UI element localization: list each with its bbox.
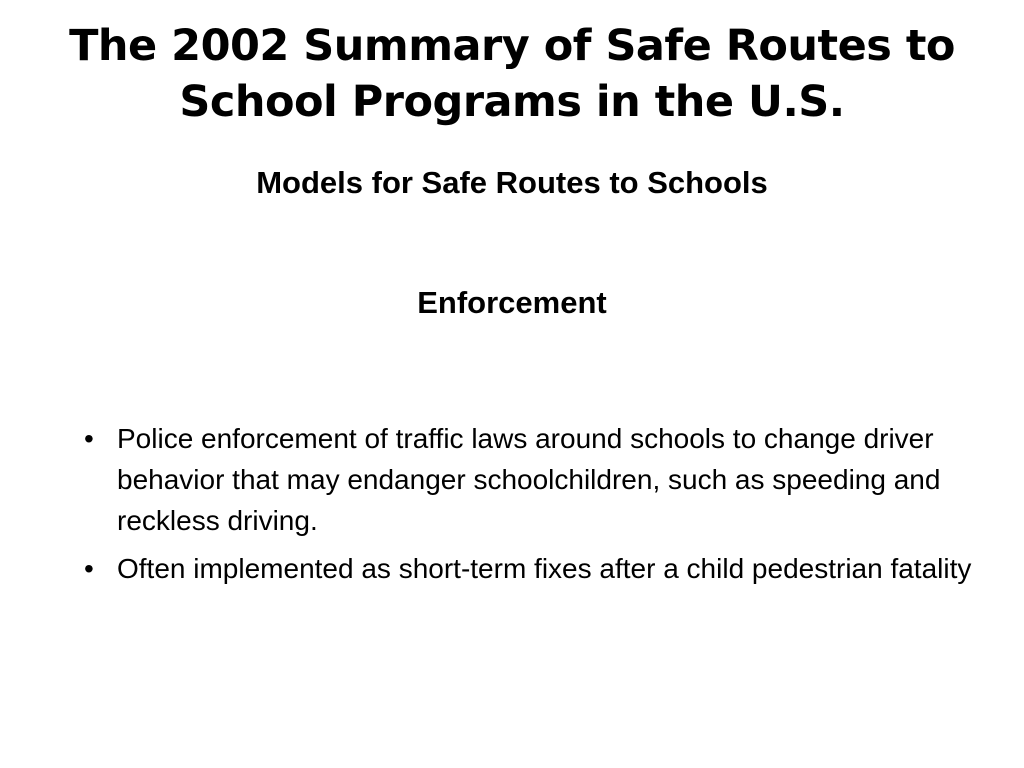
bullet-text: Police enforcement of traffic laws around schools to change driver behavior that may endanger schoolchildren, such as speeding and reckless driving.	[117, 423, 941, 536]
section-heading: Enforcement	[417, 285, 607, 320]
slide-subtitle: Models for Safe Routes to Schools	[256, 165, 768, 200]
bullet-text: Often implemented as short-term fixes after a child pedestrian fatality	[117, 553, 972, 584]
bullet-list	[76, 418, 976, 596]
bullet-item	[76, 548, 976, 589]
bullet-item	[76, 418, 976, 541]
bullet-marker: •	[84, 553, 94, 584]
slide-title: The 2002 Summary of Safe Routes to School Programs in the U.S.	[69, 21, 955, 127]
bullet-marker: •	[84, 423, 94, 454]
